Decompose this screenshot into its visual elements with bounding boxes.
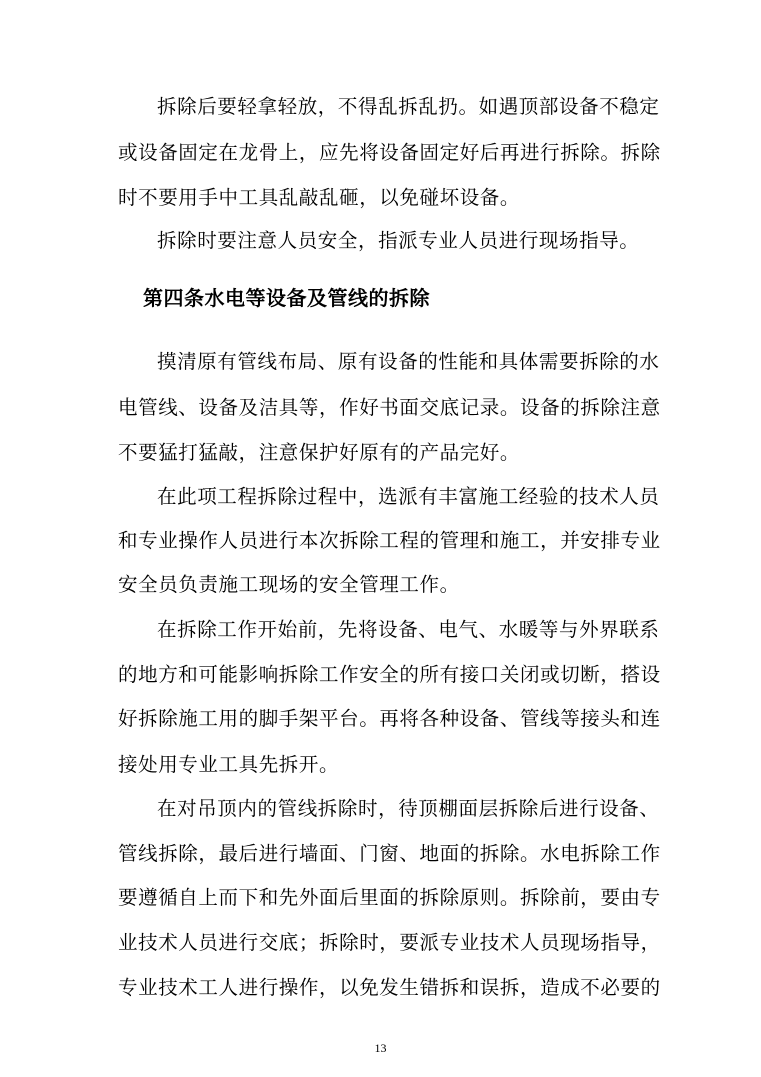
paragraph-line: 在对吊顶内的管线拆除时，待顶棚面层拆除后进行设备、 [157,797,660,820]
paragraph-line: 在此项工程拆除过程中，选派有丰富施工经验的技术人员 [157,485,660,508]
paragraph-line: 安全员负责施工现场的安全管理工作。 [118,573,460,596]
paragraph-line: 不要猛打猛敲，注意保护好原有的产品完好。 [118,441,521,464]
paragraph-line: 电管线、设备及洁具等，作好书面交底记录。设备的拆除注意 [118,396,661,419]
paragraph-line: 专业技术工人进行操作，以免发生错拆和误拆，造成不必要的 [118,976,661,999]
paragraph-line: 好拆除施工用的脚手架平台。再将各种设备、管线等接头和连 [118,707,661,730]
paragraph-line: 和专业操作人员进行本次拆除工程的管理和施工，并安排专业 [118,529,661,552]
paragraph-line: 拆除后要轻拿轻放，不得乱拆乱扔。如遇顶部设备不稳定 [157,95,660,118]
paragraph-line: 时不要用手中工具乱敲乱砸，以免碰坏设备。 [118,186,521,209]
paragraph-line: 的地方和可能影响拆除工作安全的所有接口关闭或切断，搭设 [118,663,661,686]
paragraph-line: 接处用专业工具先拆开。 [118,753,340,776]
section-heading: 第四条水电等设备及管线的拆除 [143,286,430,310]
paragraph-line: 业技术人员进行交底；拆除时，要派专业技术人员现场指导， [118,931,661,954]
page-number: 13 [374,1041,387,1055]
paragraph-line: 要遵循自上而下和先外面后里面的拆除原则。拆除前，要由专 [118,886,661,909]
paragraph-line: 摸清原有管线布局、原有设备的性能和具体需要拆除的水 [157,350,660,373]
paragraph-line: 管线拆除，最后进行墙面、门窗、地面的拆除。水电拆除工作 [118,842,661,865]
paragraph-line: 在拆除工作开始前，先将设备、电气、水暖等与外界联系 [157,618,660,641]
paragraph-line: 拆除时要注意人员安全，指派专业人员进行现场指导。 [157,229,640,252]
paragraph-line: 或设备固定在龙骨上，应先将设备固定好后再进行拆除。拆除 [118,141,661,164]
